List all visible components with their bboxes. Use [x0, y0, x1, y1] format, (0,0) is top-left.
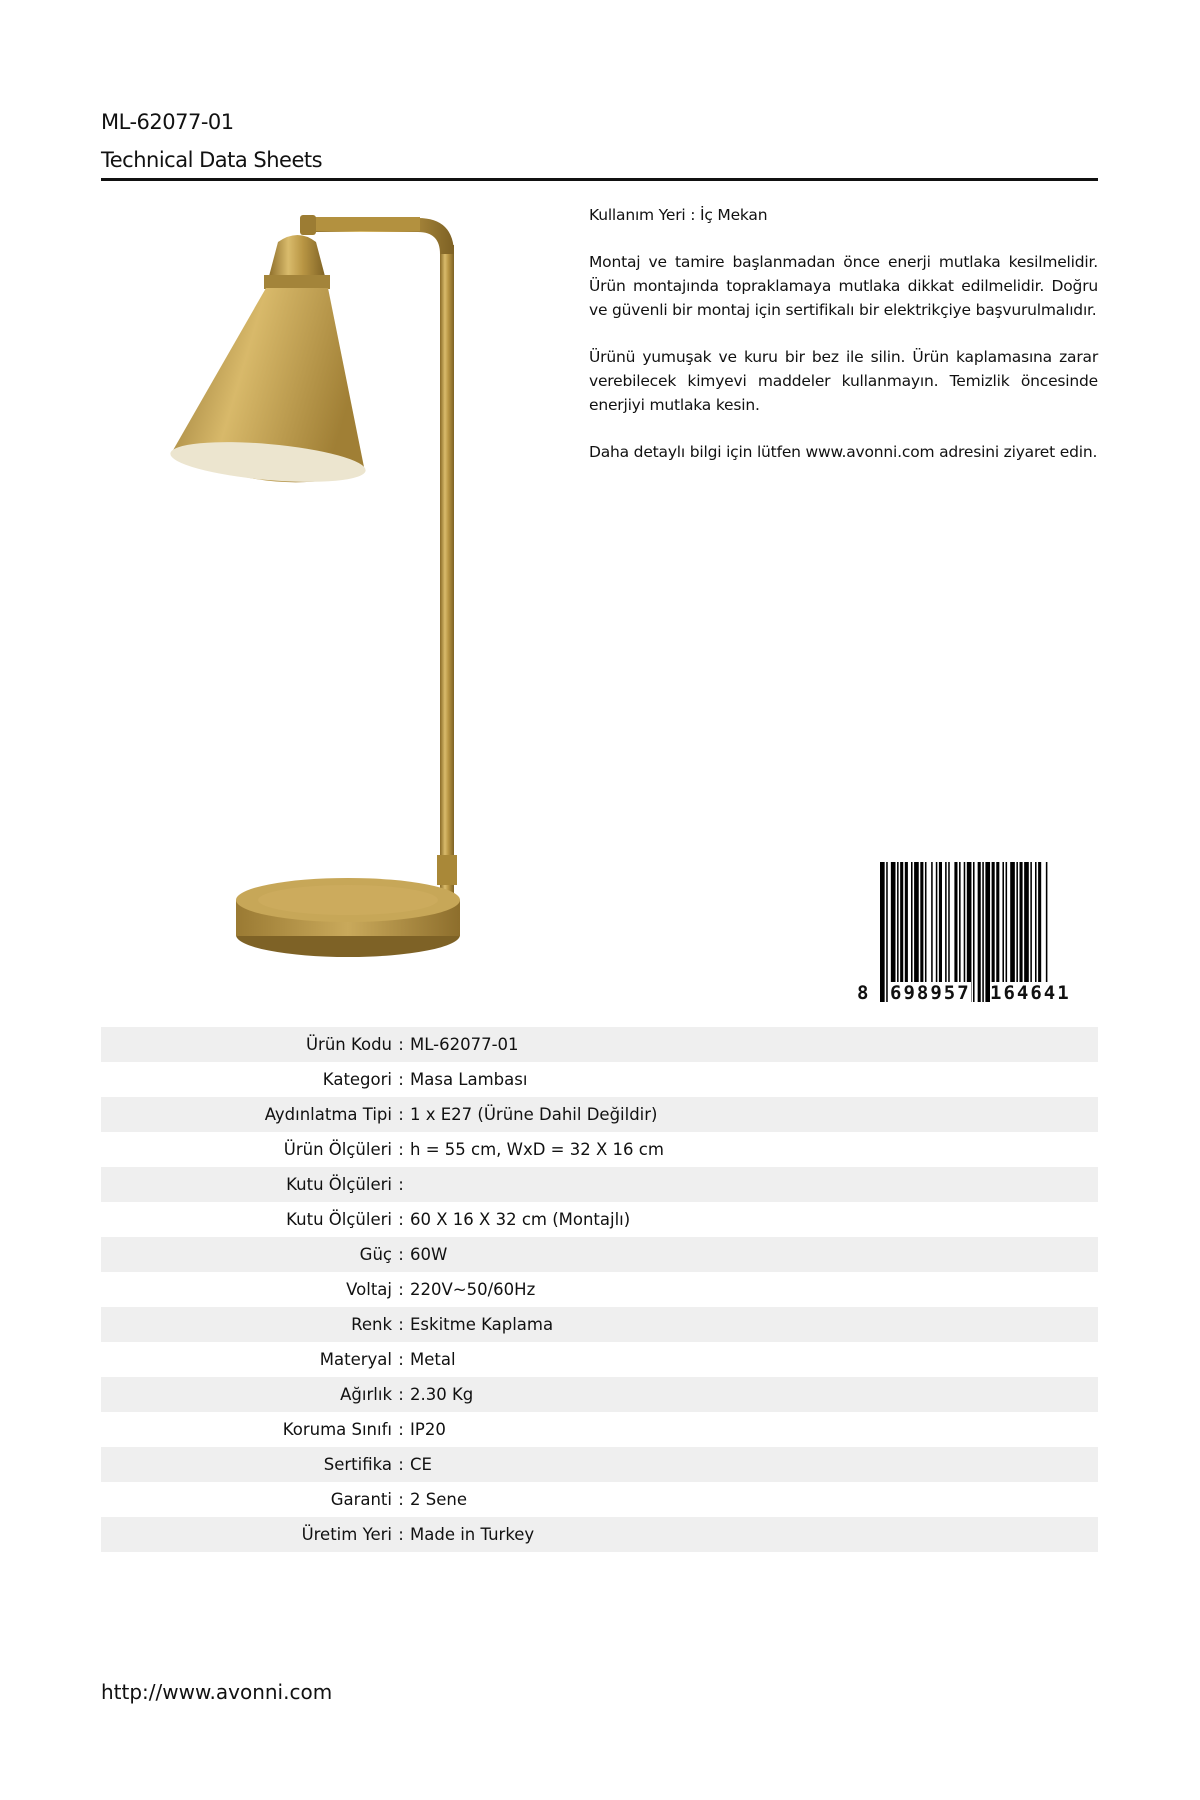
spec-label: Üretim Yeri: [301, 1525, 392, 1544]
spec-value: 1 x E27 (Ürüne Dahil Değildir): [410, 1105, 658, 1124]
spec-row: [101, 1202, 1098, 1237]
barcode-bar: [925, 862, 927, 1002]
spec-row: [101, 1342, 1098, 1377]
barcode-bar: [897, 862, 899, 1002]
usage-info: [589, 203, 1098, 487]
spec-label: Güç: [359, 1245, 392, 1264]
barcode-bar: [931, 862, 933, 1002]
spec-label: Ürün Kodu: [305, 1035, 392, 1054]
barcode-first-digit: 8: [857, 982, 869, 1004]
spec-label: Kutu Ölçüleri: [286, 1175, 392, 1194]
safety-paragraph: Montaj ve tamire başlanmadan önce enerji mutlaka kesilmelidir. Ürün montajında topraklamaya mutlaka dikkat edilmelidir. Doğru ve güvenli bir montaj için sertifikalı bir elektrikçiye başvurulmalıdır.: [589, 253, 1098, 319]
spec-value: CE: [410, 1455, 432, 1474]
spec-separator: :: [398, 1455, 404, 1474]
spec-row: [101, 1027, 1098, 1062]
spec-value: 220V~50/60Hz: [410, 1280, 536, 1299]
spec-row: [101, 1167, 1098, 1202]
barcode-bar: [996, 862, 999, 1002]
spec-row: [101, 1517, 1098, 1552]
spec-row: [101, 1097, 1098, 1132]
barcode-bar: [1024, 862, 1029, 1002]
barcode-bar: [905, 862, 908, 1002]
spec-separator: :: [398, 1420, 404, 1439]
spec-row: [101, 1447, 1098, 1482]
spec-separator: :: [398, 1315, 404, 1334]
barcode-bar: [1010, 862, 1015, 1002]
spec-row: [101, 1132, 1098, 1167]
barcode-bar: [978, 862, 981, 1002]
spec-row: [101, 1272, 1098, 1307]
spec-row: [101, 1377, 1098, 1412]
spec-label: Voltaj: [346, 1280, 392, 1299]
barcode-bar: [886, 862, 888, 1002]
barcode-number: [855, 982, 1100, 1008]
spec-label: Ürün Ölçüleri: [283, 1140, 392, 1159]
spec-label: Ağırlık: [340, 1385, 392, 1404]
barcode-right-digits: 164641: [990, 982, 1071, 1004]
spec-label: Materyal: [319, 1350, 392, 1369]
spec-label: Kategori: [322, 1070, 392, 1089]
barcode-bar: [982, 862, 984, 1002]
spec-value: 60 X 16 X 32 cm (Montajlı): [410, 1210, 631, 1229]
spec-separator: :: [398, 1490, 404, 1509]
spec-value: 60W: [410, 1245, 448, 1264]
barcode-bar: [1006, 862, 1008, 1002]
spec-separator: :: [398, 1280, 404, 1299]
spec-label: Renk: [351, 1315, 392, 1334]
barcode-bar: [954, 862, 957, 1002]
barcode-bar: [891, 862, 896, 1002]
lamp-product-image: [160, 200, 560, 970]
spec-value: h = 55 cm, WxD = 32 X 16 cm: [410, 1140, 664, 1159]
barcode-bars: [880, 862, 1098, 1002]
spec-label: Kutu Ölçüleri: [286, 1210, 392, 1229]
footer-url[interactable]: http://www.avonni.com: [101, 1680, 333, 1704]
spec-value: 2.30 Kg: [410, 1385, 474, 1404]
usage-location: Kullanım Yeri : İç Mekan: [589, 206, 768, 224]
spec-separator: :: [398, 1245, 404, 1264]
spec-row: [101, 1412, 1098, 1447]
spec-value: Masa Lambası: [410, 1070, 528, 1089]
spec-separator: :: [398, 1210, 404, 1229]
document-subtitle: Technical Data Sheets: [101, 148, 323, 172]
barcode-bar: [880, 862, 885, 1002]
spec-separator: :: [398, 1525, 404, 1544]
product-code-heading: ML-62077-01: [101, 110, 234, 134]
barcode-bar: [973, 862, 975, 1002]
specifications-table: [101, 1027, 1098, 1552]
barcode-bar: [920, 862, 923, 1002]
barcode-bar: [964, 862, 966, 1002]
spec-label: Koruma Sınıfı: [282, 1420, 392, 1439]
website-paragraph: Daha detaylı bilgi için lütfen www.avonni.com adresini ziyaret edin.: [589, 443, 1098, 461]
spec-separator: :: [398, 1140, 404, 1159]
barcode-bar: [1035, 862, 1037, 1002]
barcode-left-digits: 698957: [890, 982, 971, 1004]
spec-separator: :: [398, 1035, 404, 1054]
spec-row: [101, 1237, 1098, 1272]
barcode-bar: [1038, 862, 1041, 1002]
barcode-bar: [948, 862, 950, 1002]
spec-value: Metal: [410, 1350, 456, 1369]
spec-separator: :: [398, 1105, 404, 1124]
spec-row: [101, 1307, 1098, 1342]
barcode-bar: [945, 862, 947, 1002]
barcode-bar: [1030, 862, 1032, 1002]
spec-value: Eskitme Kaplama: [410, 1315, 554, 1334]
barcode-bar: [1046, 862, 1048, 1002]
barcode-bar: [900, 862, 903, 1002]
barcode-bar: [936, 862, 938, 1002]
spec-value: Made in Turkey: [410, 1525, 535, 1544]
header-rule: [101, 178, 1098, 181]
barcode-bar: [911, 862, 913, 1002]
spec-separator: :: [398, 1070, 404, 1089]
barcode-bar: [985, 862, 990, 1002]
spec-label: Garanti: [330, 1490, 392, 1509]
barcode-bar: [992, 862, 995, 1002]
barcode-bar: [959, 862, 961, 1002]
barcode-bar: [1016, 862, 1018, 1002]
spec-separator: :: [398, 1385, 404, 1404]
spec-row: [101, 1062, 1098, 1097]
spec-value: 2 Sene: [410, 1490, 467, 1509]
barcode-bar: [967, 862, 972, 1002]
cleaning-paragraph: Ürünü yumuşak ve kuru bir bez ile silin. Ürün kaplamasına zarar verebilecek kimyevi maddeler kullanmayın. Temizlik öncesinde enerjiyi mutlaka kesin.: [589, 348, 1098, 414]
barcode-bar: [914, 862, 919, 1002]
barcode-bar: [1002, 862, 1004, 1002]
barcode-bar: [939, 862, 942, 1002]
spec-separator: :: [398, 1175, 404, 1194]
spec-separator: :: [398, 1350, 404, 1369]
barcode-bar: [1020, 862, 1023, 1002]
spec-label: Sertifika: [323, 1455, 392, 1474]
spec-row: [101, 1482, 1098, 1517]
spec-label: Aydınlatma Tipi: [264, 1105, 392, 1124]
spec-value: IP20: [410, 1420, 446, 1439]
barcode: [855, 862, 1100, 1007]
spec-value: ML-62077-01: [410, 1035, 519, 1054]
